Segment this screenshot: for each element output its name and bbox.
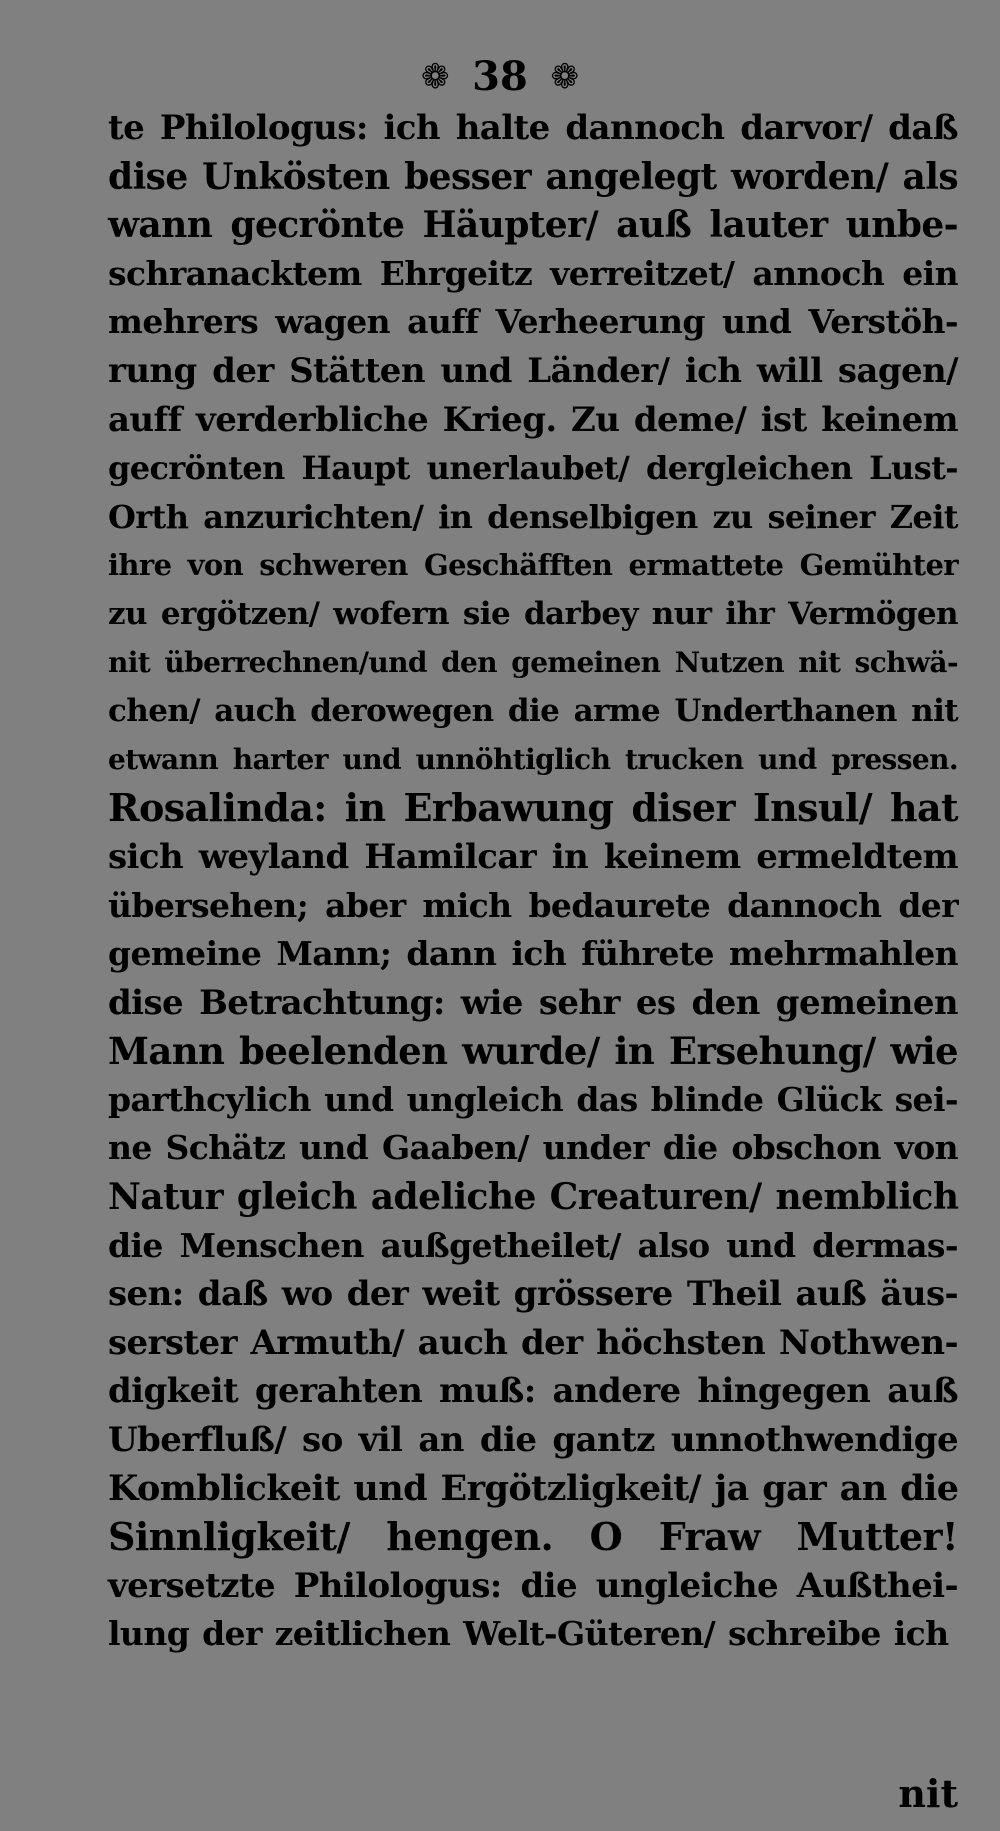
text-line: zu ergötzen/ wofern sie darbey nur ihr Vermögen	[108, 595, 958, 632]
text-line: ihre von schweren Geschäfften ermattete Gemühter	[108, 548, 958, 583]
text-line: die Menschen außgetheilet/ also und dermas-	[108, 1225, 958, 1265]
catchword: nit	[898, 1771, 958, 1816]
text-line: rung der Stätten und Länder/ ich will sagen/	[108, 350, 958, 391]
text-line: te Philologus: ich halte dannoch darvor/ daß	[108, 108, 958, 148]
text-line: Uberfluß/ so vil an die gantz unnothwendige	[108, 1420, 958, 1461]
text-line: dise Unkösten besser angelegt worden/ als	[108, 155, 958, 198]
text-line: dise Betrachtung: wie sehr es den gemeinen	[108, 982, 958, 1023]
text-line: ne Schätz und Gaaben/ under die obschon von	[108, 1128, 958, 1168]
text-line: Sinnligkeit/ hengen. O Fraw Mutter!	[108, 1514, 958, 1560]
flower-ornament-icon: ❁	[420, 57, 450, 97]
text-line: Rosalinda: in Erbawung diser Insul/ hat	[108, 785, 958, 831]
text-line: serster Armuth/ auch der höchsten Nothwen-	[108, 1322, 958, 1363]
text-line: wann gecrönte Häupter/ auß lauter unbe-	[108, 204, 958, 247]
text-line: sich weyland Hamilcar in keinem ermeldtem	[108, 836, 958, 877]
text-line: schranacktem Ehrgeitz verreitzet/ annoch ein	[108, 253, 958, 293]
text-line: lung der zeitlichen Welt-Güteren/ schreibe ich	[108, 1614, 949, 1654]
text-line: Komblickeit und Ergötzligkeit/ ja gar an die	[108, 1467, 959, 1509]
text-line: versetzte Philologus: die ungleiche Außthei-	[108, 1565, 958, 1606]
page-header	[0, 44, 1000, 104]
text-line: auff verderbliche Krieg. Zu deme/ ist keinem	[108, 399, 958, 440]
body-text	[108, 104, 958, 1659]
text-line: gemeine Mann; dann ich führete mehrmahlen	[108, 934, 958, 974]
text-line: digkeit gerahten muß: andere hingegen auß	[108, 1371, 958, 1412]
text-line: gecrönten Haupt unerlaubet/ dergleichen Lust-	[108, 449, 958, 488]
text-line: parthcylich und ungleich das blinde Glück sei-	[108, 1079, 958, 1119]
text-line: chen/ auch derowegen die arme Underthanen nit	[108, 693, 958, 730]
text-line: Natur gleich adeliche Creaturen/ nemblich	[108, 1176, 959, 1219]
text-line: mehrers wagen auff Verheerung und Verstöh-	[108, 302, 958, 342]
text-line: übersehen; aber mich bedaurete dannoch der	[108, 885, 958, 925]
flower-ornament-icon: ❁	[550, 57, 580, 97]
page-number: 38	[472, 53, 528, 100]
text-line: sen: daß wo der weit grössere Theil auß äus-	[108, 1274, 958, 1315]
text-line: Mann beelenden wurde/ in Ersehung/ wie	[108, 1029, 958, 1074]
text-line: nit überrechnen/und den gemeinen Nutzen nit schwä-	[108, 645, 958, 679]
text-line: etwann harter und unnöhtiglich trucken und pressen.	[108, 742, 958, 776]
text-line: Orth anzurichten/ in denselbigen zu seiner Zeit	[108, 497, 958, 536]
